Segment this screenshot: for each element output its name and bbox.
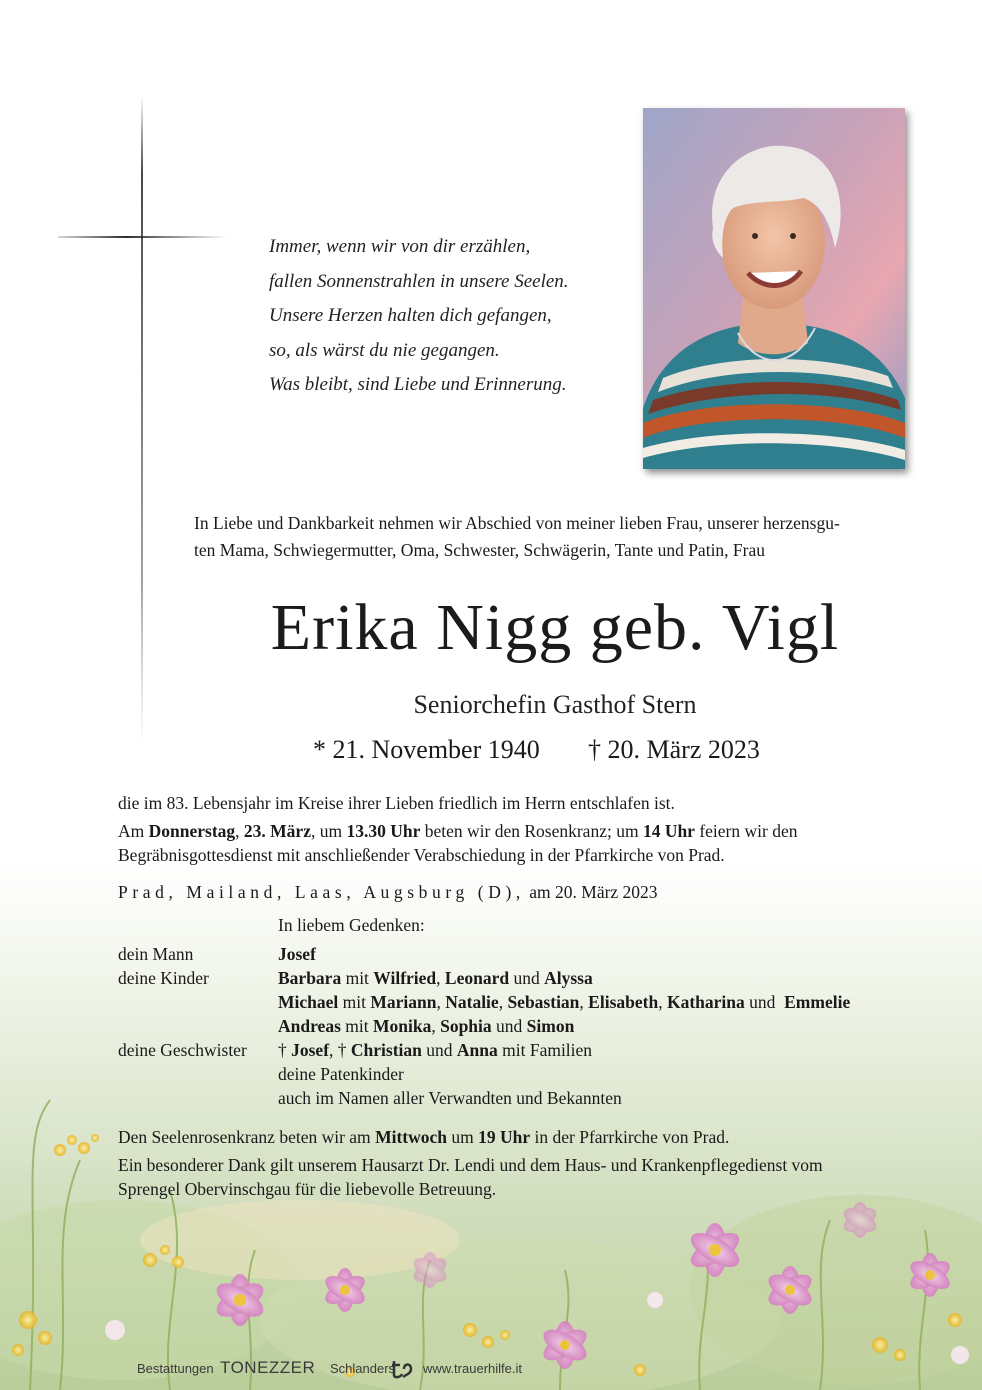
- text-fragment: und: [744, 992, 785, 1012]
- family-name: Michael: [278, 992, 339, 1012]
- text-fragment: und: [509, 968, 545, 988]
- text-fragment: mit Familien: [497, 1040, 593, 1060]
- text-fragment: ,: [235, 821, 244, 841]
- place-date-line: [118, 882, 658, 903]
- text-fragment: ,: [436, 968, 445, 988]
- text-fragment: und: [491, 1016, 527, 1036]
- family-name: Monika: [372, 1016, 432, 1036]
- text-fragment: ,: [658, 992, 667, 1012]
- intro-line: ten Mama, Schwiegermutter, Oma, Schwester, Schwägerin, Tante und Patin, Frau: [194, 540, 766, 560]
- rosary-line-1: [118, 820, 898, 844]
- family-name: Emmelie: [784, 992, 851, 1012]
- family-names: [278, 1040, 592, 1061]
- footer-company: TONEZZER: [220, 1358, 316, 1377]
- poem-line: Immer, wenn wir von dir erzählen,: [269, 236, 531, 257]
- family-name: Sophia: [440, 1016, 492, 1036]
- rosary-day: Donnerstag: [148, 821, 236, 841]
- family-name: Elisabeth: [588, 992, 659, 1012]
- gedenken-heading: In liebem Gedenken:: [278, 915, 425, 935]
- rosary-paragraph: [118, 820, 898, 867]
- announcement-date: am 20. März 2023: [524, 882, 658, 902]
- relation-label: dein Mann: [118, 944, 194, 964]
- text-fragment: Am: [118, 821, 149, 841]
- places: Prad, Mailand, Laas, Augsburg (D),: [118, 882, 525, 902]
- rosary2-time: 19 Uhr: [478, 1127, 531, 1147]
- intro-text: [194, 510, 936, 564]
- verwandten-line: auch im Namen aller Verwandten und Bekannten: [278, 1088, 622, 1108]
- poem-line: Was bleibt, sind Liebe und Erinnerung.: [269, 374, 567, 395]
- text-fragment: beten wir den Rosenkranz; um: [420, 821, 643, 841]
- family-names: [278, 1016, 574, 1037]
- family-name: Josef: [278, 944, 316, 964]
- trauerhilfe-logo-icon: [391, 1359, 413, 1379]
- thanks-line: Ein besonderer Dank gilt unserem Hausarzt Dr. Lendi und dem Haus- und Krankenpflegedienst vom: [118, 1155, 823, 1175]
- mass-time: 14 Uhr: [642, 821, 695, 841]
- portrait-photo: [643, 108, 905, 469]
- text-fragment: ,: [498, 992, 508, 1012]
- lebensjahr-text: die im 83. Lebensjahr im Kreise ihrer Lieben friedlich im Herrn entschlafen ist.: [118, 793, 675, 813]
- text-fragment: Den Seelenrosenkranz beten wir am: [118, 1127, 376, 1147]
- text-fragment: ,: [431, 1016, 441, 1036]
- death-date: † 20. März 2023: [588, 735, 760, 764]
- rosary-time: 13.30 Uhr: [346, 821, 421, 841]
- text-fragment: um: [447, 1127, 479, 1147]
- family-name: Christian: [350, 1040, 422, 1060]
- text-fragment: †: [278, 1040, 292, 1060]
- relation-label: deine Geschwister: [118, 1040, 247, 1060]
- family-name: Andreas: [278, 1016, 341, 1036]
- text-fragment: in der Pfarrkirche von Prad.: [530, 1127, 730, 1147]
- text-fragment: ,: [579, 992, 589, 1012]
- family-name: Anna: [456, 1040, 498, 1060]
- family-name: Leonard: [444, 968, 510, 988]
- poem-line: fallen Sonnenstrahlen in unsere Seelen.: [269, 270, 569, 292]
- text-fragment: , †: [329, 1040, 351, 1060]
- family-name: Simon: [526, 1016, 575, 1036]
- text-fragment: mit: [341, 968, 374, 988]
- deceased-subtitle: Seniorchefin Gasthof Stern: [413, 690, 697, 719]
- memorial-poem: [269, 230, 569, 403]
- family-name: Natalie: [445, 992, 499, 1012]
- text-fragment: mit: [340, 1016, 373, 1036]
- relation-label: deine Kinder: [118, 968, 209, 988]
- birth-date: * 21. November 1940: [313, 735, 540, 764]
- poem-line: so, als wärst du nie gegangen.: [269, 339, 500, 361]
- family-names: [278, 944, 316, 965]
- rosary-line-2: Begräbnisgottesdienst mit anschließender Verabschiedung in der Pfarrkirche von Prad.: [118, 844, 725, 865]
- footer: [0, 1358, 982, 1382]
- family-name: Alyssa: [544, 968, 593, 988]
- footer-website-link[interactable]: www.trauerhilfe.it: [423, 1361, 522, 1376]
- patenkinder-line: deine Patenkinder: [278, 1064, 404, 1084]
- family-names: [278, 992, 850, 1013]
- family-name: Mariann: [370, 992, 437, 1012]
- rosary2-day: Mittwoch: [375, 1127, 447, 1147]
- poem-line: Unsere Herzen halten dich gefangen,: [269, 305, 552, 326]
- family-name: Josef: [291, 1040, 330, 1060]
- text-fragment: feiern wir den: [694, 821, 798, 841]
- text-fragment: mit: [338, 992, 371, 1012]
- family-names: [278, 968, 593, 989]
- text-fragment: , um: [310, 821, 347, 841]
- seelenrosenkranz-line: [118, 1126, 898, 1150]
- thanks-line: Sprengel Obervinschgau für die liebevolle Betreuung.: [118, 1179, 497, 1199]
- text-fragment: und: [421, 1040, 457, 1060]
- text-fragment: ,: [436, 992, 446, 1012]
- footer-bestattungen: Bestattungen: [137, 1361, 214, 1376]
- intro-line: In Liebe und Dankbarkeit nehmen wir Abschied von meiner lieben Frau, unserer herzensgu-: [194, 513, 840, 533]
- family-name: Wilfried: [373, 968, 437, 988]
- rosary-date: 23. März: [243, 821, 311, 841]
- family-name: Sebastian: [507, 992, 580, 1012]
- deceased-name: Erika Nigg geb. Vigl: [270, 591, 840, 664]
- footer-town: Schlanders: [330, 1361, 396, 1376]
- family-name: Barbara: [278, 968, 342, 988]
- family-name: Katharina: [666, 992, 745, 1012]
